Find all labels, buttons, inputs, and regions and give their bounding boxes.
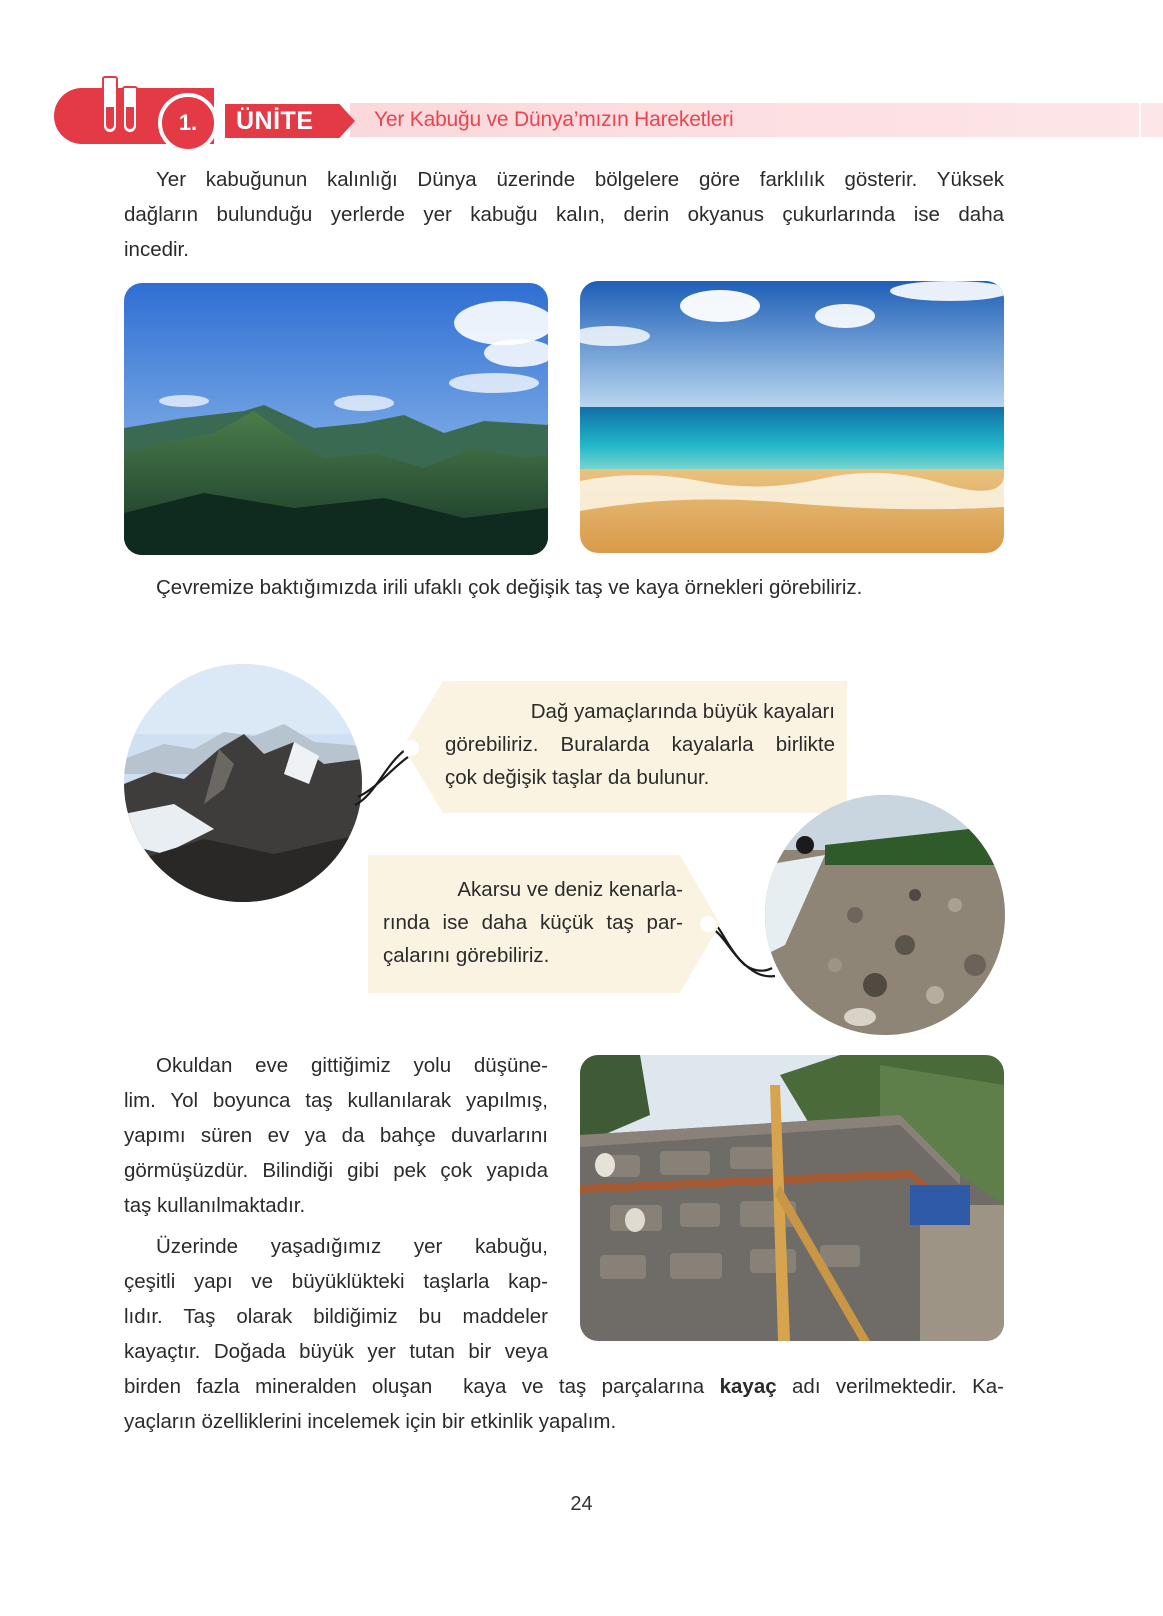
crust-line: kayaçtır. Doğada büyük yer tutan bir veya [124,1340,548,1363]
intro-paragraph [124,162,1004,267]
callout-line: görebiliriz. Buralarda kayalarla birlikte [445,733,835,756]
callout-line: çok değişik taşlar da bulunur. [445,766,710,789]
pebble-beach-circle-photo [765,795,1005,1035]
observation-text: Çevremize baktığımızda irili ufaklı çok değişik taş ve kaya örnekleri görebiliriz. [156,576,863,599]
crust-text: adı verilmektedir. Ka- [776,1375,1004,1398]
test-tube-icon [122,86,138,134]
walk-line: taş kullanılmaktadır. [124,1194,306,1217]
callout-line: Akarsu ve deniz kenarla- [457,878,683,901]
intro-line: dağların bulunduğu yerlerde yer kabuğu kalın, derin okyanus çukurlarında ise daha [124,203,1004,226]
crust-line: Üzerinde yaşadığımız yer kabuğu, [156,1235,548,1258]
crust-paragraph [124,1229,548,1369]
card-hole [403,740,419,756]
callout-line: Dağ yamaçlarında büyük kayaları [530,700,835,723]
mountain-rock-circle-photo [124,664,362,902]
crust-line: lıdır. Taş olarak bildiğimiz bu maddeler [124,1305,548,1328]
callout-line: rında ise daha küçük taş par- [383,911,683,934]
page-number: 24 [570,1493,593,1515]
mountain-photo [124,283,548,555]
walk-line: görmüşüzdür. Bilindiği gibi pek çok yapıda [124,1159,548,1182]
beach-photo [580,281,1004,553]
crust-line: yaçların özelliklerini incelemek için bir etkinlik yapalım. [124,1410,617,1433]
callout-line: çalarını görebiliriz. [383,944,550,967]
term-kayac: kayaç [719,1375,777,1398]
walk-line: lim. Yol boyunca taş kullanılarak yapılmış, [124,1089,548,1112]
unit-title: Yer Kabuğu ve Dünya’mızın Hareketleri [374,108,734,131]
unit-label: ÜNİTE [236,107,314,135]
intro-line: incedir. [124,238,189,261]
river-callout-text [383,873,683,972]
card-hole [700,916,716,932]
walk-line: yapımı süren ev ya da bahçe duvarlarını [124,1124,548,1147]
walk-line: Okuldan eve gittiğimiz yolu düşüne- [156,1054,548,1077]
walk-paragraph [124,1048,548,1223]
unit-number: 1. [178,110,198,135]
crust-text: birden fazla mineralden oluşan kaya ve taş parçalarına [124,1375,720,1398]
intro-line: Yer kabuğunun kalınlığı Dünya üzerinde bölgelere göre farklılık gösterir. Yüksek [156,168,1004,191]
test-tube-icon [102,76,118,134]
mountain-callout-text [445,695,835,794]
crust-line-kayac [124,1369,1004,1404]
crust-line: çeşitli yapı ve büyüklükteki taşlarla kap- [124,1270,548,1293]
stone-wall-photo [580,1055,1004,1341]
